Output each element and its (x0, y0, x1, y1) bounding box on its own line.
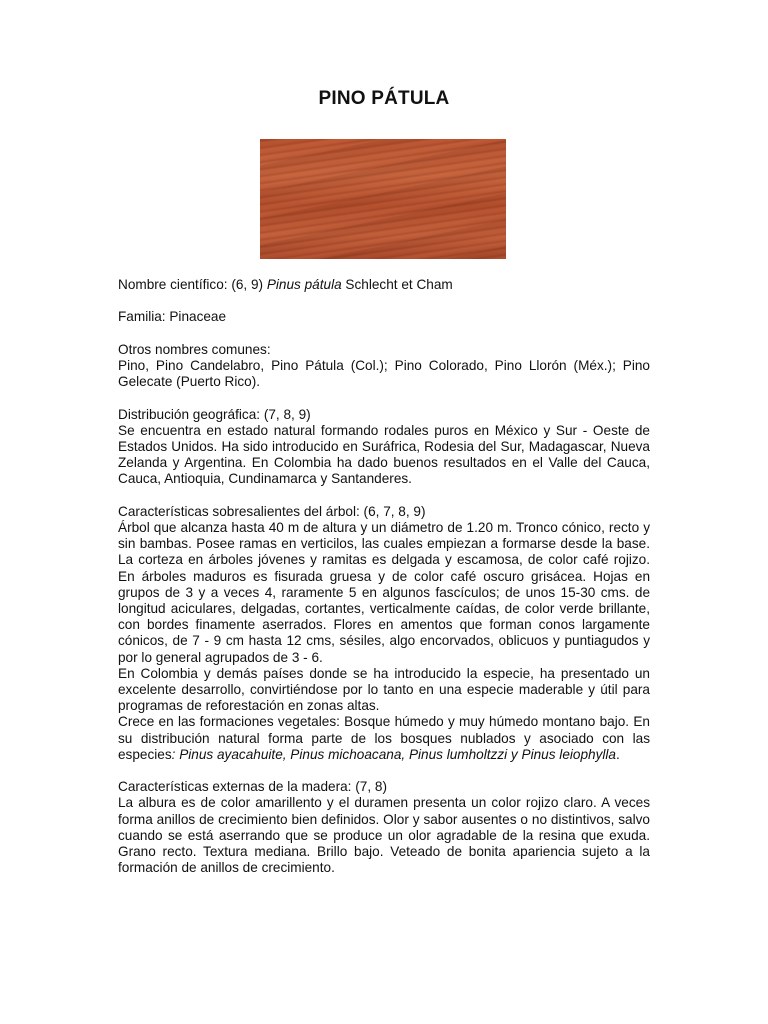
common-names-text: Pino, Pino Candelabro, Pino Pátula (Col.); Pino Colorado, Pino Llorón (Méx.); Pino Gelecate (Puerto Rico). (118, 357, 650, 390)
species-list-1: Pinus ayacahuite, Pinus michoacana, Pinus lumholtzzi (179, 746, 508, 762)
species-end: . (615, 746, 620, 762)
wood-characteristics-heading: Características externas de la madera: (7, 8) (118, 779, 387, 795)
scientific-name-line (118, 277, 650, 293)
document-body (118, 277, 650, 876)
vegetation-text: Crece en las formaciones vegetales: Bosque húmedo y muy húmedo montano bajo. En su distribución natural forma parte de los bosques nublados y asociado con las especies (118, 714, 650, 762)
tree-characteristics-heading: Características sobresalientes del árbol: (6, 7, 8, 9) (118, 503, 426, 519)
species-join: y (507, 746, 522, 762)
scientific-name: Pinus pátula (266, 277, 342, 292)
common-names-heading: Otros nombres comunes: (118, 341, 271, 357)
wood-sample-image (260, 139, 506, 259)
scientific-name-author: Schlecht et Cham (341, 277, 453, 292)
wood-characteristics-text: La albura es de color amarillento y el duramen presenta un color rojizo claro. A veces forma anillos de crecimiento bien definidos. Olor y sabor ausentes o no distintivos, salvo cuando se está aserrando que se produce un olor agradable de la resina que exuda. Grano recto. Textura mediana. Brillo bajo. Veteado de bonita apariencia sujeto a la formación de anillos de crecimiento. (118, 795, 650, 876)
tree-characteristics-text-1: Árbol que alcanza hasta 40 m de altura y un diámetro de 1.20 m. Tronco cónico, recto y sin bambas. Posee ramas en verticilos, las cuales empiezan a formarse desde la base. La corteza en árboles jóvenes y ramitas es delgada y escamosa, de color café rojizo. En árboles maduros es fisurada gruesa y de color café oscuro grisácea. Hojas en grupos de 3 y a veces 4, raramente 5 en algunos fascículos; de unos 15-30 cms. de longitud aciculares, delgadas, cortantes, verticalmente caídas, de color verde brillante, con bordes finamente aserrados. Flores en amentos que forman conos largamente cónicos, de 7 - 9 cm hasta 12 cms, sésiles, algo encorvados, oblicuos y puntiagudos y por lo general agrupados de 3 - 6. (118, 519, 650, 665)
distribution-text: Se encuentra en estado natural formando rodales puros en México y Sur - Oeste de Estados Unidos. Ha sido introducido en Suráfrica, Rodesia del Sur, Madagascar, Nueva Zelanda y Argentina. En Colombia ha dado buenos resultados en el Valle del Cauca, Cauca, Antioquia, Cundinamarca y Santanderes. (118, 422, 650, 487)
tree-characteristics-text-3 (118, 714, 650, 763)
family-line: Familia: Pinaceae (118, 309, 227, 325)
species-list-2: Pinus leiophylla (521, 746, 616, 762)
species-intro: : (171, 746, 180, 762)
distribution-heading: Distribución geográfica: (7, 8, 9) (118, 406, 311, 422)
tree-characteristics-text-2: En Colombia y demás países donde se ha introducido la especie, ha presentado un excelente desarrollo, convirtiéndose por lo tanto en una especie maderable y útil para programas de reforestación en zonas altas. (118, 665, 650, 714)
page-title: PINO PÁTULA (318, 88, 450, 109)
scientific-name-label: Nombre científico: (6, 9) (118, 277, 267, 292)
